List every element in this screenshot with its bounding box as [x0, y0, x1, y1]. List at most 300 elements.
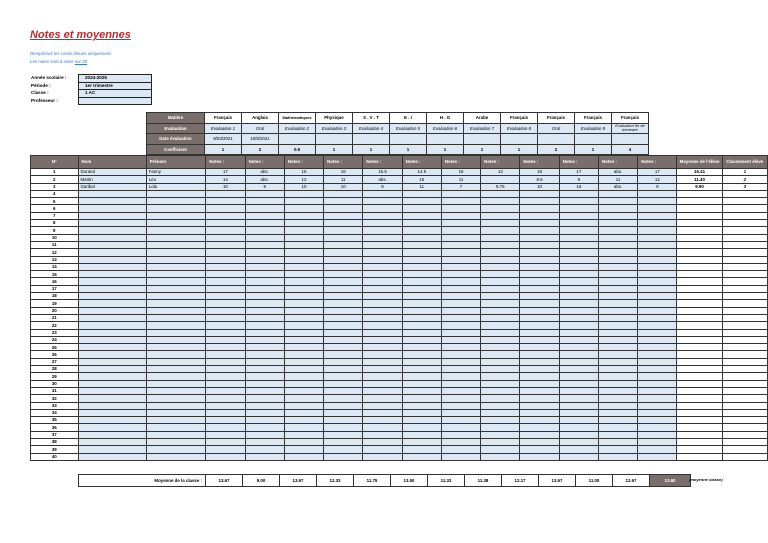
- grade-cell[interactable]: [402, 351, 441, 358]
- grade-cell[interactable]: [520, 329, 559, 336]
- grade-cell[interactable]: 11: [441, 176, 480, 183]
- grade-cell[interactable]: [441, 227, 480, 234]
- grade-cell[interactable]: [520, 358, 559, 365]
- grade-cell[interactable]: [559, 241, 598, 248]
- grade-cell[interactable]: [638, 278, 677, 285]
- grade-cell[interactable]: 7: [441, 183, 480, 190]
- grade-cell[interactable]: [284, 263, 323, 270]
- grade-cell[interactable]: [206, 234, 245, 241]
- grade-cell[interactable]: [284, 380, 323, 387]
- grade-cell[interactable]: [638, 212, 677, 219]
- last-name-field[interactable]: [78, 387, 146, 394]
- grade-cell[interactable]: [638, 249, 677, 256]
- grade-cell[interactable]: [245, 446, 284, 453]
- grade-cell[interactable]: 14: [206, 176, 245, 183]
- grade-cell[interactable]: [402, 322, 441, 329]
- grade-cell[interactable]: [363, 220, 402, 227]
- first-name-field[interactable]: [146, 395, 206, 402]
- grade-cell[interactable]: 15: [559, 183, 598, 190]
- grade-cell[interactable]: [481, 438, 520, 445]
- first-name-field[interactable]: [146, 336, 206, 343]
- evaluation-date-field[interactable]: [575, 134, 612, 145]
- grade-cell[interactable]: 10: [284, 183, 323, 190]
- grade-cell[interactable]: [520, 241, 559, 248]
- grade-cell[interactable]: [324, 205, 363, 212]
- grade-cell[interactable]: [284, 446, 323, 453]
- grade-cell[interactable]: [402, 453, 441, 460]
- evaluation-name-field[interactable]: Oral: [242, 123, 279, 134]
- first-name-field[interactable]: [146, 431, 206, 438]
- grade-cell[interactable]: [324, 380, 363, 387]
- grade-cell[interactable]: [598, 424, 637, 431]
- grade-cell[interactable]: [559, 424, 598, 431]
- grade-cell[interactable]: [363, 409, 402, 416]
- grade-cell[interactable]: [638, 438, 677, 445]
- grade-cell[interactable]: [206, 293, 245, 300]
- grade-cell[interactable]: [284, 234, 323, 241]
- grade-cell[interactable]: [638, 351, 677, 358]
- grade-cell[interactable]: [363, 227, 402, 234]
- grade-cell[interactable]: [441, 205, 480, 212]
- grade-cell[interactable]: [284, 212, 323, 219]
- first-name-field[interactable]: [146, 351, 206, 358]
- grade-cell[interactable]: [284, 387, 323, 394]
- grade-cell[interactable]: [206, 453, 245, 460]
- grade-cell[interactable]: [441, 314, 480, 321]
- grade-cell[interactable]: [324, 227, 363, 234]
- grade-cell[interactable]: [324, 373, 363, 380]
- grade-cell[interactable]: [363, 256, 402, 263]
- grade-cell[interactable]: [245, 453, 284, 460]
- grade-cell[interactable]: [481, 263, 520, 270]
- grade-cell[interactable]: [402, 314, 441, 321]
- grade-cell[interactable]: [598, 220, 637, 227]
- grade-cell[interactable]: [598, 227, 637, 234]
- grade-cell[interactable]: [206, 263, 245, 270]
- grade-cell[interactable]: [520, 293, 559, 300]
- grade-cell[interactable]: [441, 438, 480, 445]
- grade-cell[interactable]: [520, 344, 559, 351]
- grade-cell[interactable]: [363, 387, 402, 394]
- grade-cell[interactable]: [441, 373, 480, 380]
- grade-cell[interactable]: [441, 271, 480, 278]
- grade-cell[interactable]: [520, 234, 559, 241]
- grade-cell[interactable]: [441, 234, 480, 241]
- grade-cell[interactable]: [520, 190, 559, 197]
- grade-cell[interactable]: [363, 314, 402, 321]
- grade-cell[interactable]: [559, 446, 598, 453]
- last-name-field[interactable]: [78, 431, 146, 438]
- grade-cell[interactable]: [559, 271, 598, 278]
- last-name-field[interactable]: [78, 336, 146, 343]
- grade-cell[interactable]: [284, 198, 323, 205]
- grade-cell[interactable]: [598, 307, 637, 314]
- evaluation-date-field[interactable]: [390, 134, 427, 145]
- grade-cell[interactable]: 14.5: [402, 169, 441, 176]
- grade-cell[interactable]: [245, 249, 284, 256]
- grade-cell[interactable]: [598, 373, 637, 380]
- grade-cell[interactable]: [598, 417, 637, 424]
- evaluation-date-field[interactable]: [316, 134, 353, 145]
- grade-cell[interactable]: [559, 256, 598, 263]
- grade-cell[interactable]: [324, 453, 363, 460]
- grade-cell[interactable]: 9: [245, 183, 284, 190]
- first-name-field[interactable]: [146, 446, 206, 453]
- grade-cell[interactable]: [638, 227, 677, 234]
- grade-cell[interactable]: [598, 241, 637, 248]
- grade-cell[interactable]: 16: [324, 169, 363, 176]
- grade-cell[interactable]: [441, 190, 480, 197]
- grade-cell[interactable]: 8: [363, 183, 402, 190]
- grade-cell[interactable]: [520, 409, 559, 416]
- last-name-field[interactable]: [78, 249, 146, 256]
- grade-cell[interactable]: [245, 212, 284, 219]
- grade-cell[interactable]: abs.: [245, 176, 284, 183]
- grade-cell[interactable]: [638, 417, 677, 424]
- grade-cell[interactable]: [598, 431, 637, 438]
- grade-cell[interactable]: [245, 431, 284, 438]
- grade-cell[interactable]: [481, 300, 520, 307]
- first-name-field[interactable]: [146, 373, 206, 380]
- grade-cell[interactable]: [284, 190, 323, 197]
- first-name-field[interactable]: [146, 380, 206, 387]
- grade-cell[interactable]: [481, 234, 520, 241]
- last-name-field[interactable]: [78, 453, 146, 460]
- grade-cell[interactable]: [520, 336, 559, 343]
- grade-cell[interactable]: [520, 198, 559, 205]
- grade-cell[interactable]: [363, 424, 402, 431]
- grade-cell[interactable]: [284, 358, 323, 365]
- grade-cell[interactable]: [402, 336, 441, 343]
- grade-cell[interactable]: [206, 314, 245, 321]
- grade-cell[interactable]: [206, 336, 245, 343]
- grade-cell[interactable]: [324, 402, 363, 409]
- grade-cell[interactable]: [402, 263, 441, 270]
- grade-cell[interactable]: [402, 402, 441, 409]
- coefficient-field[interactable]: 2: [538, 144, 575, 155]
- grade-cell[interactable]: [284, 256, 323, 263]
- grade-cell[interactable]: [559, 344, 598, 351]
- grade-cell[interactable]: [324, 234, 363, 241]
- grade-cell[interactable]: [559, 395, 598, 402]
- grade-cell[interactable]: [598, 314, 637, 321]
- first-name-field[interactable]: [146, 220, 206, 227]
- first-name-field[interactable]: [146, 263, 206, 270]
- grade-cell[interactable]: [245, 366, 284, 373]
- grade-cell[interactable]: [402, 205, 441, 212]
- grade-cell[interactable]: [520, 417, 559, 424]
- grade-cell[interactable]: [559, 329, 598, 336]
- grade-cell[interactable]: [520, 227, 559, 234]
- last-name-field[interactable]: [78, 395, 146, 402]
- grade-cell[interactable]: [206, 409, 245, 416]
- grade-cell[interactable]: [559, 438, 598, 445]
- grade-cell[interactable]: [441, 424, 480, 431]
- grade-cell[interactable]: [559, 387, 598, 394]
- grade-cell[interactable]: [638, 293, 677, 300]
- grade-cell[interactable]: 11: [324, 176, 363, 183]
- grade-cell[interactable]: [363, 431, 402, 438]
- grade-cell[interactable]: [559, 249, 598, 256]
- grade-cell[interactable]: [559, 417, 598, 424]
- grade-cell[interactable]: [520, 380, 559, 387]
- grade-cell[interactable]: [363, 344, 402, 351]
- grade-cell[interactable]: [324, 446, 363, 453]
- grade-cell[interactable]: [520, 402, 559, 409]
- first-name-field[interactable]: [146, 424, 206, 431]
- grade-cell[interactable]: [402, 285, 441, 292]
- grade-cell[interactable]: [284, 249, 323, 256]
- grade-cell[interactable]: [324, 438, 363, 445]
- grade-cell[interactable]: [363, 241, 402, 248]
- grade-cell[interactable]: 15.5: [363, 169, 402, 176]
- grade-cell[interactable]: [324, 220, 363, 227]
- grade-cell[interactable]: [559, 278, 598, 285]
- grade-cell[interactable]: [441, 322, 480, 329]
- first-name-field[interactable]: [146, 293, 206, 300]
- grade-cell[interactable]: [284, 453, 323, 460]
- grade-cell[interactable]: [206, 351, 245, 358]
- grade-cell[interactable]: [245, 322, 284, 329]
- grade-cell[interactable]: [284, 336, 323, 343]
- grade-cell[interactable]: [598, 336, 637, 343]
- last-name-field[interactable]: [78, 373, 146, 380]
- grade-cell[interactable]: [206, 190, 245, 197]
- grade-cell[interactable]: [245, 227, 284, 234]
- grade-cell[interactable]: [206, 241, 245, 248]
- evaluation-name-field[interactable]: Evaluation 6: [427, 123, 464, 134]
- grade-cell[interactable]: [638, 424, 677, 431]
- grade-cell[interactable]: [441, 300, 480, 307]
- grade-cell[interactable]: [206, 227, 245, 234]
- coefficient-field[interactable]: 1: [316, 144, 353, 155]
- grade-cell[interactable]: [324, 241, 363, 248]
- grade-cell[interactable]: 12: [284, 176, 323, 183]
- grade-cell[interactable]: [520, 314, 559, 321]
- grade-cell[interactable]: [638, 373, 677, 380]
- grade-cell[interactable]: [402, 373, 441, 380]
- grade-cell[interactable]: [481, 446, 520, 453]
- grade-cell[interactable]: [402, 307, 441, 314]
- grade-cell[interactable]: [520, 285, 559, 292]
- grade-cell[interactable]: [638, 285, 677, 292]
- grade-cell[interactable]: [481, 307, 520, 314]
- grade-cell[interactable]: [402, 220, 441, 227]
- grade-cell[interactable]: [402, 227, 441, 234]
- grade-cell[interactable]: [284, 307, 323, 314]
- grade-cell[interactable]: [598, 329, 637, 336]
- grade-cell[interactable]: [638, 198, 677, 205]
- grade-cell[interactable]: [481, 358, 520, 365]
- grade-cell[interactable]: [324, 314, 363, 321]
- grade-cell[interactable]: [598, 256, 637, 263]
- grade-cell[interactable]: 17: [206, 169, 245, 176]
- grade-cell[interactable]: [638, 336, 677, 343]
- grade-cell[interactable]: [481, 336, 520, 343]
- grade-cell[interactable]: [206, 285, 245, 292]
- grade-cell[interactable]: [245, 241, 284, 248]
- grade-cell[interactable]: [206, 205, 245, 212]
- grade-cell[interactable]: [638, 387, 677, 394]
- grade-cell[interactable]: [206, 417, 245, 424]
- evaluation-name-field[interactable]: Evaluation 8: [501, 123, 538, 134]
- grade-cell[interactable]: [441, 380, 480, 387]
- grade-cell[interactable]: [284, 285, 323, 292]
- grade-cell[interactable]: [520, 322, 559, 329]
- evaluation-date-field[interactable]: [501, 134, 538, 145]
- grade-cell[interactable]: [520, 424, 559, 431]
- last-name-field[interactable]: [78, 271, 146, 278]
- grade-cell[interactable]: [206, 366, 245, 373]
- first-name-field[interactable]: [146, 241, 206, 248]
- grade-cell[interactable]: [324, 198, 363, 205]
- grade-cell[interactable]: [284, 314, 323, 321]
- instruction-link[interactable]: sur 20: [74, 59, 88, 64]
- first-name-field[interactable]: [146, 409, 206, 416]
- grade-cell[interactable]: 9.75: [481, 183, 520, 190]
- grade-cell[interactable]: [284, 241, 323, 248]
- grade-cell[interactable]: [441, 417, 480, 424]
- grade-cell[interactable]: [402, 234, 441, 241]
- grade-cell[interactable]: [598, 380, 637, 387]
- grade-cell[interactable]: [520, 220, 559, 227]
- grade-cell[interactable]: [206, 329, 245, 336]
- grade-cell[interactable]: [324, 351, 363, 358]
- last-name-field[interactable]: [78, 314, 146, 321]
- grade-cell[interactable]: [245, 417, 284, 424]
- first-name-field[interactable]: [146, 205, 206, 212]
- grade-cell[interactable]: [520, 307, 559, 314]
- last-name-field[interactable]: [78, 329, 146, 336]
- grade-cell[interactable]: [520, 453, 559, 460]
- grade-cell[interactable]: [520, 395, 559, 402]
- grade-cell[interactable]: [402, 446, 441, 453]
- grade-cell[interactable]: abs.: [598, 169, 637, 176]
- grade-cell[interactable]: [324, 190, 363, 197]
- grade-cell[interactable]: [402, 278, 441, 285]
- grade-cell[interactable]: [402, 271, 441, 278]
- first-name-field[interactable]: [146, 198, 206, 205]
- grade-cell[interactable]: [520, 300, 559, 307]
- first-name-field[interactable]: [146, 358, 206, 365]
- grade-cell[interactable]: [598, 212, 637, 219]
- grade-cell[interactable]: [245, 373, 284, 380]
- grade-cell[interactable]: [245, 190, 284, 197]
- grade-cell[interactable]: [520, 387, 559, 394]
- grade-cell[interactable]: [481, 198, 520, 205]
- grade-cell[interactable]: [638, 453, 677, 460]
- grade-cell[interactable]: [441, 446, 480, 453]
- last-name-field[interactable]: [78, 417, 146, 424]
- grade-cell[interactable]: [363, 417, 402, 424]
- grade-cell[interactable]: [441, 402, 480, 409]
- grade-cell[interactable]: [206, 278, 245, 285]
- grade-cell[interactable]: [324, 307, 363, 314]
- last-name-field[interactable]: [78, 409, 146, 416]
- grade-cell[interactable]: [245, 263, 284, 270]
- grade-cell[interactable]: [206, 446, 245, 453]
- grade-cell[interactable]: [638, 446, 677, 453]
- grade-cell[interactable]: [284, 344, 323, 351]
- grade-cell[interactable]: [402, 380, 441, 387]
- grade-cell[interactable]: [206, 300, 245, 307]
- coefficient-field[interactable]: 4: [612, 144, 649, 155]
- grade-cell[interactable]: [402, 438, 441, 445]
- last-name-field[interactable]: [78, 446, 146, 453]
- grade-cell[interactable]: [206, 358, 245, 365]
- evaluation-name-field[interactable]: Evaluation 4: [353, 123, 390, 134]
- grade-cell[interactable]: [284, 329, 323, 336]
- last-name-field[interactable]: [78, 293, 146, 300]
- grade-cell[interactable]: [206, 322, 245, 329]
- grade-cell[interactable]: 10: [324, 183, 363, 190]
- grade-cell[interactable]: [245, 198, 284, 205]
- grade-cell[interactable]: [598, 278, 637, 285]
- first-name-field[interactable]: [146, 322, 206, 329]
- grade-cell[interactable]: 11: [402, 183, 441, 190]
- grade-cell[interactable]: [481, 205, 520, 212]
- grade-cell[interactable]: [245, 329, 284, 336]
- grade-cell[interactable]: [559, 190, 598, 197]
- evaluation-name-field[interactable]: Evaluation 5: [390, 123, 427, 134]
- grade-cell[interactable]: [481, 271, 520, 278]
- grade-cell[interactable]: [481, 351, 520, 358]
- last-name-field[interactable]: [78, 366, 146, 373]
- evaluation-name-field[interactable]: Evaluation 9: [575, 123, 612, 134]
- grade-cell[interactable]: [559, 351, 598, 358]
- evaluation-date-field[interactable]: [353, 134, 390, 145]
- grade-cell[interactable]: [245, 271, 284, 278]
- last-name-field[interactable]: Garibal: [78, 183, 146, 190]
- evaluation-name-field[interactable]: Evaluation fin de trimestre: [612, 123, 649, 134]
- grade-cell[interactable]: [245, 351, 284, 358]
- grade-cell[interactable]: [481, 402, 520, 409]
- grade-cell[interactable]: [481, 373, 520, 380]
- grade-cell[interactable]: [598, 234, 637, 241]
- grade-cell[interactable]: [363, 300, 402, 307]
- grade-cell[interactable]: [206, 249, 245, 256]
- grade-cell[interactable]: [481, 293, 520, 300]
- grade-cell[interactable]: [441, 278, 480, 285]
- grade-cell[interactable]: [363, 293, 402, 300]
- grade-cell[interactable]: [402, 431, 441, 438]
- grade-cell[interactable]: [559, 263, 598, 270]
- grade-cell[interactable]: [284, 278, 323, 285]
- grade-cell[interactable]: [481, 431, 520, 438]
- grade-cell[interactable]: [402, 344, 441, 351]
- grade-cell[interactable]: [206, 198, 245, 205]
- grade-cell[interactable]: [441, 307, 480, 314]
- grade-cell[interactable]: [481, 366, 520, 373]
- last-name-field[interactable]: [78, 285, 146, 292]
- grade-cell[interactable]: 17: [559, 169, 598, 176]
- grade-cell[interactable]: [520, 205, 559, 212]
- evaluation-date-field[interactable]: [279, 134, 316, 145]
- grade-cell[interactable]: [441, 241, 480, 248]
- grade-cell[interactable]: [481, 249, 520, 256]
- grade-cell[interactable]: [402, 409, 441, 416]
- grade-cell[interactable]: [363, 322, 402, 329]
- grade-cell[interactable]: [559, 366, 598, 373]
- grade-cell[interactable]: [441, 395, 480, 402]
- grade-cell[interactable]: 10: [520, 183, 559, 190]
- grade-cell[interactable]: [363, 351, 402, 358]
- grade-cell[interactable]: [206, 373, 245, 380]
- grade-cell[interactable]: [402, 366, 441, 373]
- grade-cell[interactable]: [559, 220, 598, 227]
- grade-cell[interactable]: [402, 300, 441, 307]
- grade-cell[interactable]: [324, 300, 363, 307]
